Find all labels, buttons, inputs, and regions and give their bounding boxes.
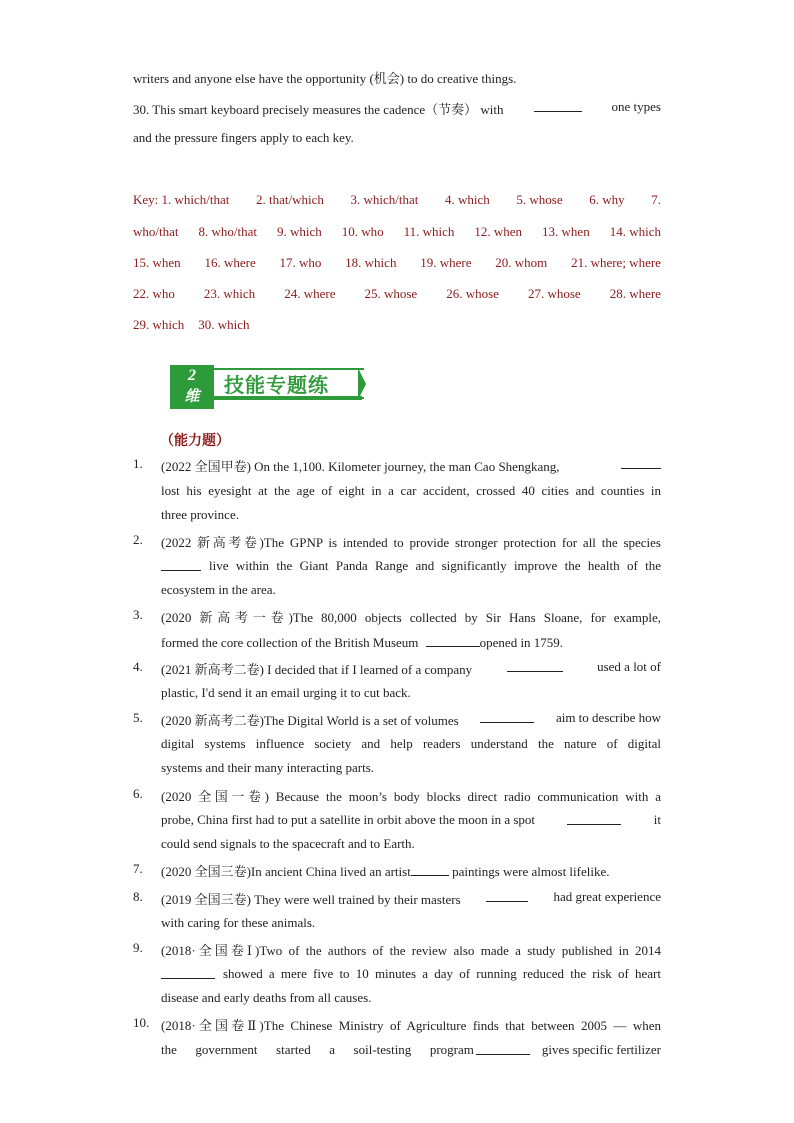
key-item: 26. whose (446, 286, 499, 301)
answer-blank[interactable] (411, 863, 449, 876)
question-number: 1. (133, 456, 143, 471)
badge-char: 维 (184, 389, 200, 405)
question-line: (2022 新高考卷)The GPNP is intended to provide stronger protection for all the species (161, 535, 661, 550)
key-item: 10. who (341, 224, 384, 239)
section-badge (170, 365, 214, 409)
question-line: (2020 全国一卷) Because the moon’s body blocks direct radio communication with a (161, 789, 661, 804)
key-item: 28. where (609, 286, 661, 301)
question-text: live within the Giant Panda Range and significantly improve the health of the (209, 558, 661, 573)
question-line: three province. (161, 507, 239, 522)
question-number: 2. (133, 532, 143, 547)
question-text: gives specific fertilizer (541, 1042, 661, 1057)
key-item: 23. which (203, 286, 256, 301)
question-line (161, 456, 661, 475)
question-text: (2020 新高考二卷)The Digital World is a set of volumes (161, 713, 459, 728)
answer-blank[interactable] (486, 889, 528, 902)
question-number: 9. (133, 940, 143, 955)
question-line: could send signals to the spacecraft and to Earth. (161, 836, 415, 851)
key-item: 20. whom (495, 255, 548, 270)
banner-arrow-icon (358, 368, 366, 400)
question-line: with caring for these animals. (161, 915, 316, 930)
question-line: ecosystem in the area. (161, 582, 276, 597)
question-30 (133, 99, 661, 118)
answer-blank[interactable] (621, 456, 661, 469)
answer-blank[interactable] (507, 659, 563, 672)
key-item: 14. which (609, 224, 661, 239)
key-item: 6. why (589, 192, 625, 207)
question-line: plastic, I'd send it an email urging it to cut back. (161, 685, 411, 700)
key-item: 27. whose (527, 286, 581, 301)
question-text: used a lot of (597, 659, 661, 674)
key-item: who/that (133, 224, 179, 239)
intro-line: writers and anyone else have the opportunity (机会) to do creative things. (133, 71, 517, 86)
key-item: 12. when (474, 224, 523, 239)
question-number: 6. (133, 786, 143, 801)
question-line (161, 659, 661, 678)
question-text: paintings were almost lifelike. (452, 864, 610, 879)
key-item: 5. whose (516, 192, 563, 207)
key-item: 3. which/that (350, 192, 419, 207)
key-item: 18. which (345, 255, 397, 270)
key-row (133, 224, 661, 240)
answer-blank[interactable] (567, 812, 621, 825)
question-line (161, 861, 661, 880)
key-item: 2. that/which (256, 192, 324, 207)
key-item: 25. whose (364, 286, 418, 301)
question-text: showed a mere five to 10 minutes a day of running reduced the risk of heart (223, 966, 661, 981)
question-line: (2020 新高考一卷)The 80,000 objects collected by Sir Hans Sloane, for example, (161, 610, 661, 625)
answer-blank[interactable] (161, 558, 201, 571)
key-item: 17. who (279, 255, 322, 270)
question-line: systems and their many interacting parts. (161, 760, 375, 775)
question-line: digital systems influence society and help readers understand the nature of digital (161, 736, 661, 751)
question-line: disease and early deaths from all causes. (161, 990, 372, 1005)
key-item: 30. which (198, 317, 250, 332)
key-item: 24. where (284, 286, 336, 301)
section-title: 技能专题练 (224, 373, 329, 397)
section-banner (170, 365, 370, 410)
key-item: 9. which (276, 224, 322, 239)
key-item: 22. who (133, 286, 175, 301)
answer-blank[interactable] (480, 710, 534, 723)
answer-blank[interactable] (426, 634, 480, 647)
question-line (161, 966, 661, 982)
question-text: it (653, 812, 661, 827)
key-item: 21. where; where (571, 255, 661, 270)
question-text: opened in 1759. (479, 635, 564, 650)
key-item: 8. who/that (198, 224, 257, 239)
key-row (133, 286, 661, 302)
question-line (161, 889, 661, 908)
question-line: (2018·全国卷Ⅱ)The Chinese Ministry of Agriculture finds that between 2005 — when (161, 1018, 661, 1033)
answer-blank[interactable] (476, 1042, 530, 1055)
question-text: (2019 全国三卷) They were well trained by their masters (161, 892, 461, 907)
question-number: 7. (133, 861, 143, 876)
question-number: 10. (133, 1015, 150, 1030)
key-item: 4. which (445, 192, 490, 207)
key-row (133, 255, 661, 271)
question-text: formed the core collection of the British Museum (161, 635, 419, 650)
key-item: Key: 1. which/that (133, 192, 230, 207)
key-row (133, 317, 661, 333)
question-number: 5. (133, 710, 143, 725)
question-text: (2022 全国甲卷) On the 1,100. Kilometer journey, the man Cao Shengkang, (161, 459, 560, 474)
key-item: 16. where (204, 255, 256, 270)
question-number: 4. (133, 659, 143, 674)
key-item: 15. when (133, 255, 181, 270)
question-text: had great experience (553, 889, 661, 904)
q30-text-b: one types (611, 99, 661, 114)
question-text: the government started a soil-testing program (161, 1042, 474, 1057)
question-text: (2021 新高考二卷) I decided that if I learned of a company (161, 662, 473, 677)
key-item: 19. where (420, 255, 472, 270)
question-line (161, 1042, 661, 1058)
q30-line2: and the pressure fingers apply to each key. (133, 130, 354, 145)
q30-text-a: 30. This smart keyboard precisely measures the cadence（节奏） with (133, 102, 504, 117)
question-line: lost his eyesight at the age of eight in a car accident, crossed 40 cities and counties in (161, 483, 661, 498)
question-line (161, 558, 661, 574)
question-line (161, 710, 661, 729)
key-item: 11. which (403, 224, 455, 239)
key-item: 7. (651, 192, 661, 207)
question-text: probe, China first had to put a satellite in orbit above the moon in a spot (161, 812, 536, 827)
question-line (161, 812, 661, 828)
key-item: 13. when (542, 224, 590, 239)
answer-blank[interactable] (161, 966, 215, 979)
question-number: 8. (133, 889, 143, 904)
question-line (161, 634, 661, 651)
question-text: (2020 全国三卷)In ancient China lived an artist (161, 864, 411, 879)
key-item: 29. which (133, 317, 185, 332)
question-line: (2018·全国卷Ⅰ)Two of the authors of the review also made a study published in 2014 (161, 943, 661, 958)
section-subheading: （能力题） (160, 434, 230, 449)
question-text: aim to describe how (555, 710, 661, 725)
key-row (133, 192, 661, 208)
badge-number: 2 (188, 367, 196, 384)
answer-blank[interactable] (534, 99, 582, 112)
question-number: 3. (133, 607, 143, 622)
